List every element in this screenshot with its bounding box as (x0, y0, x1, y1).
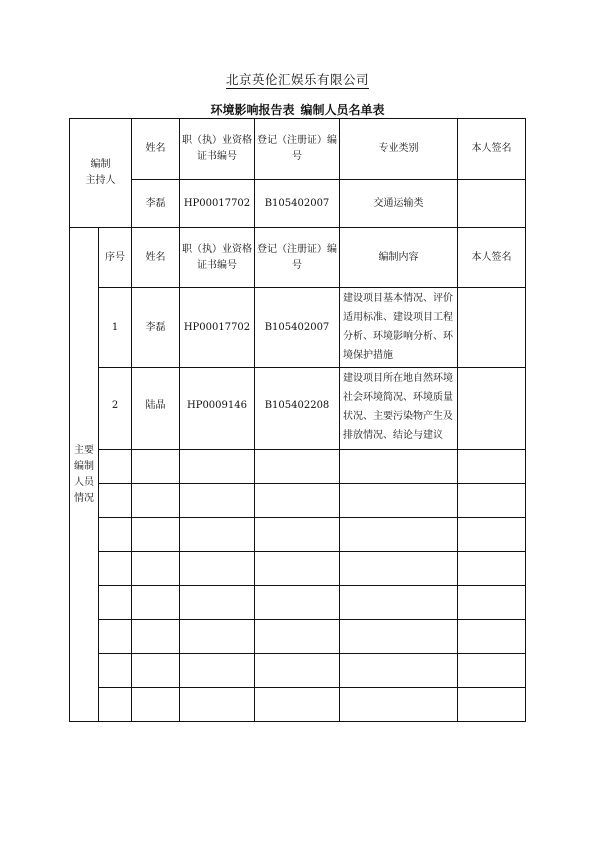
empty-row (70, 620, 526, 654)
staff-signature-cell[interactable] (458, 288, 526, 368)
staff-header-content: 编制内容 (340, 228, 458, 288)
empty-cell[interactable] (255, 450, 340, 484)
host-data-row (70, 180, 526, 228)
host-section-label (70, 119, 132, 228)
empty-cell[interactable] (99, 518, 132, 552)
host-label-line1: 编制 (90, 159, 111, 170)
empty-cell[interactable] (99, 586, 132, 620)
empty-cell[interactable] (458, 450, 526, 484)
empty-cell[interactable] (132, 450, 180, 484)
staff-name: 陆晶 (132, 368, 180, 450)
host-header-cert-no: 职（执）业资格证书编号 (180, 119, 255, 180)
staff-content: 建设项目基本情况、评价适用标准、建设项目工程分析、环境影响分析、环境保护措施 (340, 288, 458, 368)
empty-cell[interactable] (180, 688, 255, 722)
table-row (70, 368, 526, 450)
form-title-part1: 环境影响报告表 (210, 103, 295, 117)
host-header-category: 专业类别 (340, 119, 458, 180)
empty-cell[interactable] (458, 688, 526, 722)
empty-cell[interactable] (255, 484, 340, 518)
host-signature-cell[interactable] (458, 180, 526, 228)
empty-cell[interactable] (340, 654, 458, 688)
host-header-name: 姓名 (132, 119, 180, 180)
empty-cell[interactable] (340, 586, 458, 620)
empty-row (70, 552, 526, 586)
empty-cell[interactable] (99, 620, 132, 654)
empty-cell[interactable] (340, 518, 458, 552)
empty-cell[interactable] (132, 688, 180, 722)
staff-seq: 2 (99, 368, 132, 450)
empty-cell[interactable] (132, 484, 180, 518)
staff-header-row (70, 228, 526, 288)
empty-cell[interactable] (458, 518, 526, 552)
staff-section-label (70, 228, 99, 722)
host-name: 李磊 (132, 180, 180, 228)
empty-row (70, 450, 526, 484)
empty-cell[interactable] (132, 518, 180, 552)
staff-cert-no: HP00017702 (180, 288, 255, 368)
empty-cell[interactable] (458, 654, 526, 688)
host-category: 交通运输类 (340, 180, 458, 228)
empty-cell[interactable] (458, 620, 526, 654)
empty-cell[interactable] (340, 484, 458, 518)
staff-content: 建设项目所在地自然环境社会环境简况、环境质量状况、主要污染物产生及排放情况、结论与建议 (340, 368, 458, 450)
staff-header-reg-no: 登记（注册证）编号 (255, 228, 340, 288)
staff-header-signature: 本人签名 (458, 228, 526, 288)
empty-row (70, 518, 526, 552)
staff-list-table (69, 118, 526, 722)
empty-cell[interactable] (255, 586, 340, 620)
empty-row (70, 586, 526, 620)
host-header-row (70, 119, 526, 180)
staff-header-cert-no: 职（执）业资格证书编号 (180, 228, 255, 288)
empty-cell[interactable] (458, 552, 526, 586)
staff-signature-cell[interactable] (458, 368, 526, 450)
staff-header-name: 姓名 (132, 228, 180, 288)
empty-cell[interactable] (255, 654, 340, 688)
empty-cell[interactable] (340, 552, 458, 586)
table-row (70, 288, 526, 368)
host-label-line2: 主持人 (85, 175, 116, 186)
host-reg-no: B105402007 (255, 180, 340, 228)
empty-cell[interactable] (340, 450, 458, 484)
empty-cell[interactable] (132, 654, 180, 688)
empty-row (70, 484, 526, 518)
empty-cell[interactable] (255, 552, 340, 586)
company-name-text: 北京英伦汇娱乐有限公司 (225, 72, 369, 87)
empty-cell[interactable] (458, 586, 526, 620)
empty-cell[interactable] (180, 654, 255, 688)
empty-row (70, 688, 526, 722)
staff-name: 李磊 (132, 288, 180, 368)
empty-row (70, 654, 526, 688)
empty-cell[interactable] (99, 450, 132, 484)
empty-cell[interactable] (132, 586, 180, 620)
empty-cell[interactable] (180, 620, 255, 654)
empty-cell[interactable] (132, 620, 180, 654)
company-name (0, 70, 595, 88)
empty-cell[interactable] (458, 484, 526, 518)
form-title-part2: 编制人员名单表 (300, 103, 385, 117)
empty-cell[interactable] (99, 484, 132, 518)
empty-cell[interactable] (99, 654, 132, 688)
empty-cell[interactable] (340, 620, 458, 654)
empty-cell[interactable] (132, 552, 180, 586)
empty-cell[interactable] (255, 620, 340, 654)
staff-seq: 1 (99, 288, 132, 368)
form-title (0, 101, 595, 118)
empty-cell[interactable] (180, 450, 255, 484)
empty-cell[interactable] (180, 586, 255, 620)
host-header-signature: 本人签名 (458, 119, 526, 180)
staff-label-line4: 情况 (74, 492, 94, 504)
staff-reg-no: B105402007 (255, 288, 340, 368)
empty-cell[interactable] (255, 688, 340, 722)
empty-cell[interactable] (180, 518, 255, 552)
empty-cell[interactable] (340, 688, 458, 722)
staff-cert-no: HP0009146 (180, 368, 255, 450)
staff-header-seq: 序号 (99, 228, 132, 288)
empty-cell[interactable] (180, 484, 255, 518)
empty-cell[interactable] (99, 688, 132, 722)
staff-reg-no: B105402208 (255, 368, 340, 450)
empty-cell[interactable] (99, 552, 132, 586)
staff-label-line2: 编制 (74, 460, 94, 472)
empty-cell[interactable] (255, 518, 340, 552)
host-header-reg-no: 登记（注册证）编号 (255, 119, 340, 180)
empty-cell[interactable] (180, 552, 255, 586)
staff-label-line3: 人员 (74, 476, 94, 488)
staff-label-line1: 主要 (74, 444, 94, 456)
host-cert-no: HP00017702 (180, 180, 255, 228)
